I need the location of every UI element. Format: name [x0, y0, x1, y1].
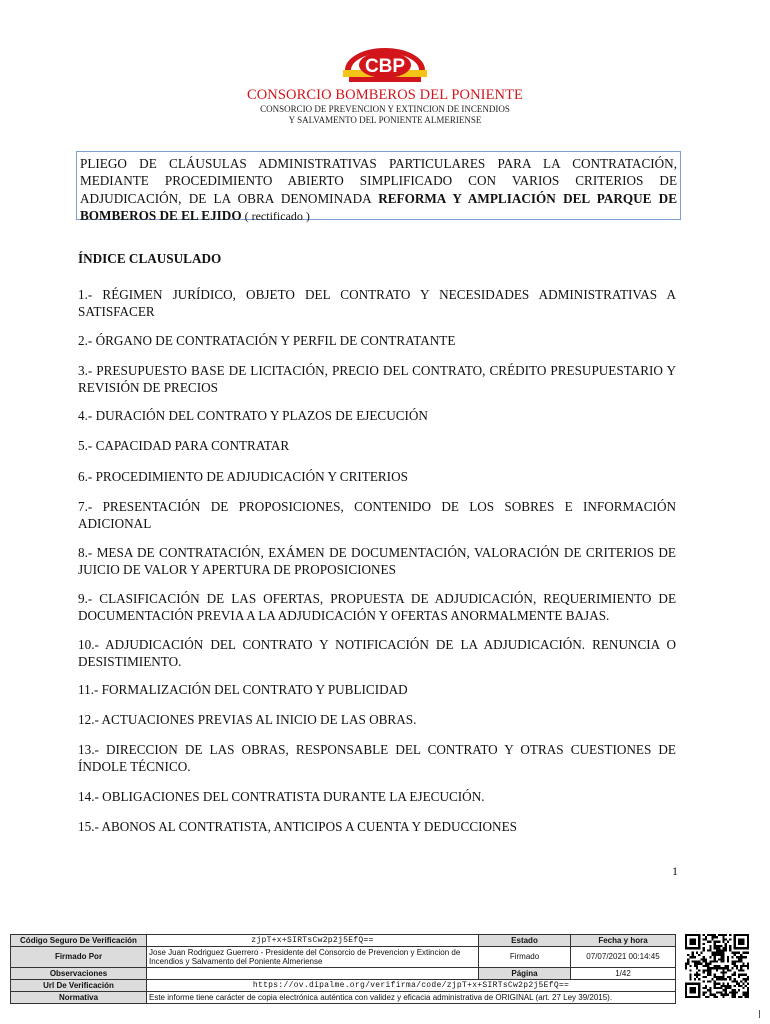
normativa-value: Este informe tiene carácter de copia electrónica auténtica con validez y eficacia administrativa de ORIGINAL (art. 27 Ley 39/2015).: [147, 992, 676, 1004]
estado-value: Firmado: [479, 947, 571, 968]
clause-item: 1.- RÉGIMEN JURÍDICO, OBJETO DEL CONTRATO Y NECESIDADES ADMINISTRATIVAS A SATISFACER: [78, 287, 676, 319]
clause-item: 14.- OBLIGACIONES DEL CONTRATISTA DURANTE LA EJECUCIÓN.: [78, 789, 485, 804]
observaciones-value: [147, 968, 479, 980]
org-subtitle-1: CONSORCIO DE PREVENCION Y EXTINCION DE INCENDIOS: [260, 104, 510, 114]
clause-item: 10.- ADJUDICACIÓN DEL CONTRATO Y NOTIFICACIÓN DE LA ADJUDICACIÓN. RENUNCIA O DESISTIMIENTO.: [78, 637, 676, 669]
pagina-value: 1/42: [571, 968, 676, 980]
clause-item: 6.- PROCEDIMIENTO DE ADJUDICACIÓN Y CRITERIOS: [78, 469, 408, 484]
clause-item: 2.- ÓRGANO DE CONTRATACIÓN Y PERFIL DE CONTRATANTE: [78, 333, 456, 348]
observaciones-label: Observaciones: [11, 968, 147, 980]
clause-item: 15.- ABONOS AL CONTRATISTA, ANTICIPOS A CUENTA Y DEDUCCIONES: [78, 819, 517, 834]
logo-text: CBP: [364, 56, 406, 77]
firmado-value: Jose Juan Rodriguez Guerrero - Presidente del Consorcio de Prevencion y Extincion de Incendios y Salvamento del Poniente Almeriense: [147, 947, 479, 968]
fecha-label: Fecha y hora: [571, 935, 676, 947]
normativa-label: Normativa: [11, 992, 147, 1004]
title-suffix: ( rectificado ): [241, 209, 310, 224]
clause-item: 9.- CLASIFICACIÓN DE LAS OFERTAS, PROPUESTA DE ADJUDICACIÓN, REQUERIMIENTO DE DOCUMENTACIÓN PREVIA A LA ADJUDICACIÓN Y OFERTAS ANORMALMENTE BAJAS.: [78, 591, 676, 623]
title-bold: REFORMA Y AMPLIACIÓN DEL PARQUE DE BOMBEROS DE EL EJIDO: [80, 190, 677, 224]
url-label: Url De Verificación: [11, 980, 147, 992]
clause-item: 7.- PRESENTACIÓN DE PROPOSICIONES, CONTENIDO DE LOS SOBRES E INFORMACIÓN ADICIONAL: [78, 499, 676, 531]
cbp-logo: [339, 44, 431, 90]
page-number: 1: [672, 864, 678, 878]
clause-item: 12.- ACTUACIONES PREVIAS AL INICIO DE LAS OBRAS.: [78, 712, 417, 727]
estado-label: Estado: [479, 935, 571, 947]
document-title-box: [76, 151, 681, 224]
margin-mark: [759, 1010, 760, 1018]
title-normal: PLIEGO DE CLÁUSULAS ADMINISTRATIVAS PARTICULARES PARA LA CONTRATACIÓN, MEDIANTE PROCEDIMIENTO ABIERTO SIMPLIFICADO CON VARIOS CRITERIOS DE ADJUDICACIÓN, DE LA OBRA DENOMINADA: [80, 156, 677, 206]
csv-label: Código Seguro De Verificación: [11, 935, 147, 947]
index-title: ÍNDICE CLAUSULADO: [78, 251, 222, 266]
org-subtitle-2: Y SALVAMENTO DEL PONIENTE ALMERIENSE: [288, 115, 482, 125]
verification-footer: [10, 934, 676, 1004]
url-value[interactable]: https://ov.dipalme.org/verifirma/code/zjpT+x+SIRTsCw2p2j5EfQ==: [147, 980, 676, 992]
pagina-label: Página: [479, 968, 571, 980]
csv-value: zjpT+x+SIRTsCw2p2j5EfQ==: [147, 935, 479, 947]
firmado-label: Firmado Por: [11, 947, 147, 968]
clause-item: 8.- MESA DE CONTRATACIÓN, EXÁMEN DE DOCUMENTACIÓN, VALORACIÓN DE CRITERIOS DE JUICIO DE VALOR Y APERTURA DE PROPOSICIONES: [78, 545, 676, 577]
fecha-value: 07/07/2021 00:14:45: [571, 947, 676, 968]
qr-code: [685, 934, 749, 998]
clause-item: 4.- DURACIÓN DEL CONTRATO Y PLAZOS DE EJECUCIÓN: [78, 408, 428, 423]
org-name: CONSORCIO BOMBEROS DEL PONIENTE: [246, 87, 524, 103]
clause-item: 13.- DIRECCION DE LAS OBRAS, RESPONSABLE DEL CONTRATO Y OTRAS CUESTIONES DE ÍNDOLE TÉCNICO.: [78, 742, 676, 774]
clause-item: 11.- FORMALIZACIÓN DEL CONTRATO Y PUBLICIDAD: [78, 682, 408, 697]
clause-item: 5.- CAPACIDAD PARA CONTRATAR: [78, 438, 290, 453]
clause-item: 3.- PRESUPUESTO BASE DE LICITACIÓN, PRECIO DEL CONTRATO, CRÉDITO PRESUPUESTARIO Y REVISIÓN DE PRECIOS: [78, 363, 676, 395]
